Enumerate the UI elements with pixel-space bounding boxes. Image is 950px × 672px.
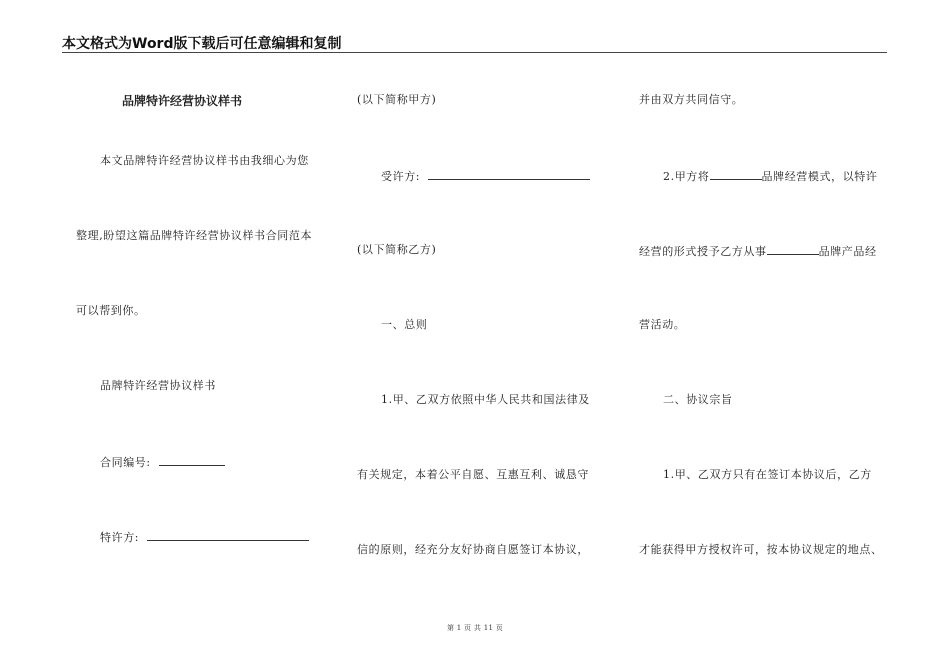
para-2-line-2-start: 经营的形式授予乙方从事: [639, 245, 767, 258]
licensee-line: [381, 168, 590, 184]
para-2-line-1-end: 品牌经营模式，以特许: [761, 170, 878, 183]
contract-number-blank: [159, 454, 225, 466]
document-title: 品牌特许经营协议样书: [122, 94, 243, 108]
page-footer: 第 1 页 共 11 页: [446, 624, 504, 632]
para-3-line-1: 1.甲、乙双方只有在签订本协议后，乙方: [663, 468, 872, 481]
header-title: 本文格式为Word版下载后可任意编辑和复制: [62, 36, 342, 52]
intro-line-3: 可以帮到你。: [76, 304, 146, 317]
franchisor-line: [100, 529, 309, 545]
para-3-line-2: 才能获得甲方授权许可，按本协议规定的地点、: [639, 543, 883, 556]
brand-blank-1: [710, 168, 762, 180]
subtitle: 品牌特许经营协议样书: [100, 379, 216, 392]
franchisor-label: 特许方:: [100, 531, 140, 544]
header-rule: [62, 52, 887, 53]
contract-number-line: [100, 454, 225, 470]
para-1-line-2: 有关规定，本着公平自愿、互惠互利、诚恳守: [357, 468, 589, 481]
para-2-line-3: 营活动。: [639, 318, 686, 331]
intro-line-1: 本文品牌特许经营协议样书由我细心为您: [100, 154, 309, 167]
party-a-note: (以下简称甲方): [357, 93, 437, 106]
intro-line-2: 整理,盼望这篇品牌特许经营协议样书合同范本: [76, 229, 313, 242]
licensee-label: 受许方:: [381, 170, 421, 183]
para-2-line-1-start: 2.甲方将: [663, 170, 710, 183]
franchisor-blank: [147, 529, 309, 541]
para-1-line-1: 1.甲、乙双方依照中华人民共和国法律及: [381, 393, 590, 406]
section-1-heading: 一、总则: [381, 318, 428, 331]
para-2-line-2: [639, 243, 877, 259]
para-2-line-1: [663, 168, 878, 184]
contract-number-label: 合同编号:: [100, 456, 151, 469]
para-2-line-2-end: 品牌产品经: [818, 245, 877, 258]
col3-line-1: 并由双方共同信守。: [639, 93, 744, 106]
section-2-heading: 二、协议宗旨: [663, 393, 733, 406]
para-1-line-3: 信的原则，经充分友好协商自愿签订本协议，: [357, 543, 589, 556]
party-b-note: (以下简称乙方): [357, 243, 437, 256]
brand-blank-2: [767, 243, 819, 255]
licensee-blank: [428, 168, 590, 180]
